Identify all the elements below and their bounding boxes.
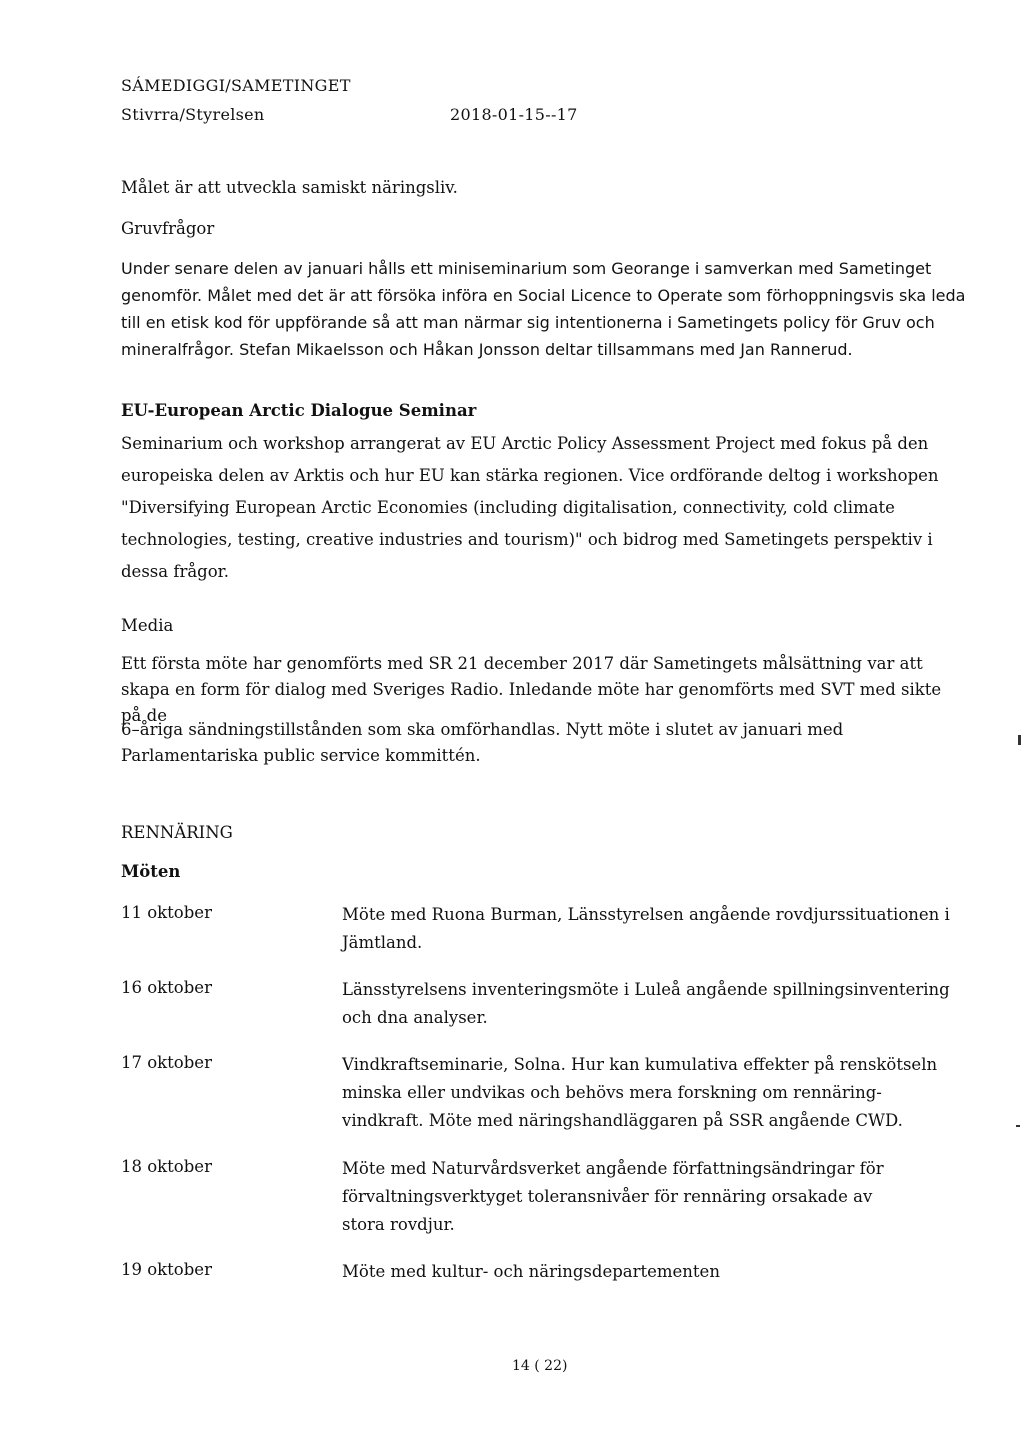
media-body-2: 6–åriga sändningstillstånden som ska omförhandlas. Nytt möte i slutet av januari med Parlamentariska public service kommittén. xyxy=(121,720,844,765)
gruv-heading: Gruvfrågor xyxy=(121,219,215,238)
meeting-date: 17 oktober xyxy=(121,1053,212,1072)
media-body-1: Ett första möte har genomförts med SR 21 december 2017 där Sametingets målsättning var att skapa en form för dialog med Sveriges Radio. Inledande möte har genomförts med SVT med sikte på de xyxy=(121,654,942,725)
meeting-date: 11 oktober xyxy=(121,903,212,922)
rennaring-heading: RENNÄRING xyxy=(121,823,233,842)
scan-mark xyxy=(1016,1125,1020,1127)
header-date: 2018-01-15--17 xyxy=(450,105,578,124)
gruv-body: Under senare delen av januari hålls ett miniseminarium som Georange i samverkan med Sametinget genomför. Målet med det är att försöka införa en Social Licence to Operate som förhoppningsvis ska leda till en etisk kod för uppförande så att man närmar sig intentionerna i Sametingets policy för Gruv och mineralfrågor. Stefan Mikaelsson och Håkan Jonsson deltar tillsammans med Jan Rannerud. xyxy=(121,259,966,359)
meeting-text: Länsstyrelsens inventeringsmöte i Luleå angående spillningsinventering och dna analyser. xyxy=(342,980,950,1027)
meeting-date: 19 oktober xyxy=(121,1260,212,1279)
meeting-text: Vindkraftseminarie, Solna. Hur kan kumulativa effekter på renskötseln minska eller undvikas och behövs mera forskning om rennäring-vindkraft. Möte med näringshandläggaren på SSR angående CWD. xyxy=(342,1055,938,1130)
meeting-text: Möte med Naturvårdsverket angående författningsändringar för förvaltningsverktyget toleransnivåer för rennäring orsakade av stora rovdjur. xyxy=(342,1159,884,1234)
meeting-text: Möte med Ruona Burman, Länsstyrelsen angående rovdjurssituationen i Jämtland. xyxy=(342,905,950,952)
media-heading: Media xyxy=(121,616,174,635)
eu-body: Seminarium och workshop arrangerat av EU Arctic Policy Assessment Project med fokus på den europeiska delen av Arktis och hur EU kan stärka regionen. Vice ordförande deltog i workshopen "Diversifying European Arctic Economies (including digitalisation, connectivity, cold climate technologies, testing, creative industries and tourism)" och bidrog med Sametingets perspektiv i dessa frågor. xyxy=(121,434,939,581)
page-number: 14 ( 22) xyxy=(512,1358,568,1374)
meeting-text: Möte med kultur- och näringsdepartementen xyxy=(342,1262,720,1281)
meeting-date: 16 oktober xyxy=(121,978,212,997)
meetings-subheading: Möten xyxy=(121,862,181,881)
eu-heading: EU-European Arctic Dialogue Seminar xyxy=(121,401,477,420)
org-name: SÁMEDIGGI/SAMETINGET xyxy=(121,76,351,95)
scan-mark xyxy=(1018,735,1021,745)
meeting-date: 18 oktober xyxy=(121,1157,212,1176)
unit-name: Stivrra/Styrelsen xyxy=(121,105,265,124)
intro-goal: Målet är att utveckla samiskt näringsliv. xyxy=(121,178,458,197)
